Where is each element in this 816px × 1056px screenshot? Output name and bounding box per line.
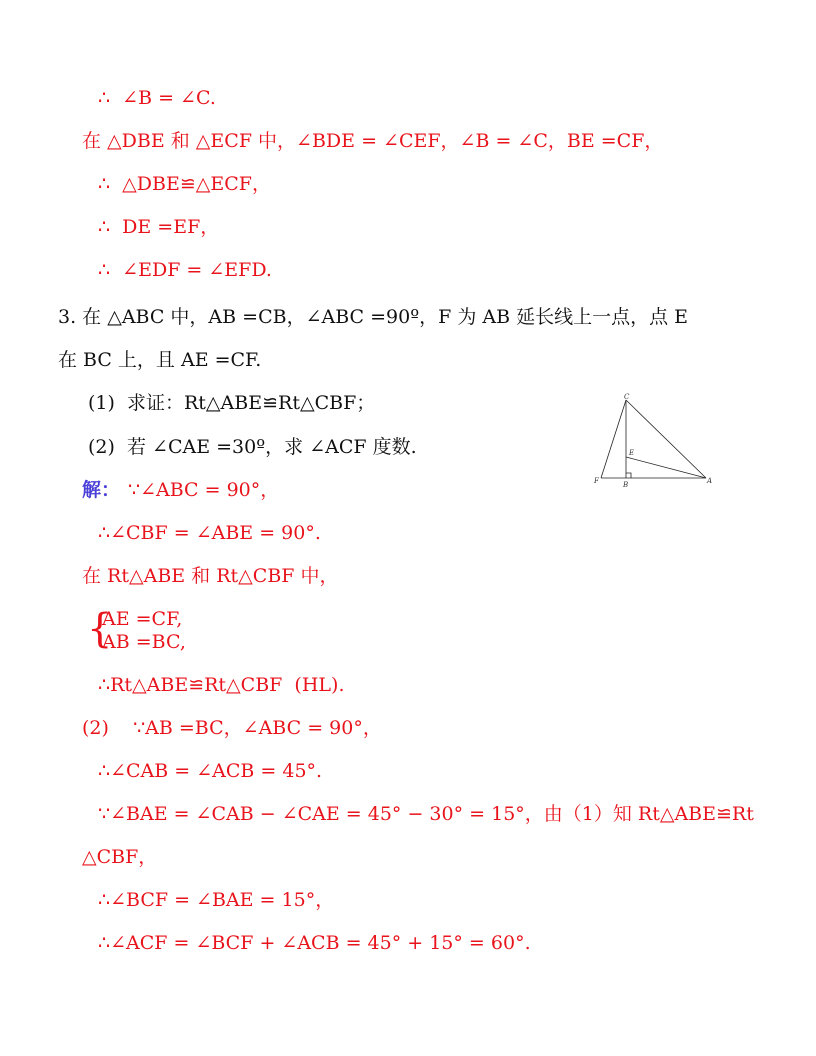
label-e: E <box>629 449 635 457</box>
problem-3-line-1: 3. 在 △ABC 中，AB =CB，∠ABC =90º，F 为 AB 延长线上一点，点 E <box>58 306 689 328</box>
triangle-figure <box>590 392 720 492</box>
line-4: ∴ DE =EF， <box>98 216 220 238</box>
part-2-solution-line-6: ∴∠ACF = ∠BCF + ∠ACB = 45° + 15° = 60°. <box>98 932 531 954</box>
system-brace: { <box>87 606 113 652</box>
part-2-solution-line-2: ∴∠CAB = ∠ACB = 45°. <box>98 760 323 782</box>
label-c: C <box>624 393 630 401</box>
line-2: 在 △DBE 和 △ECF 中，∠BDE = ∠CEF，∠B = ∠C，BE =CF， <box>82 130 664 152</box>
line-1: ∴ ∠B = ∠C. <box>98 87 216 109</box>
part-2-solution-line-4: △CBF， <box>82 846 158 868</box>
solution-line-4: ∴Rt△ABE≌Rt△CBF (HL). <box>98 674 345 696</box>
part-2-solution-line-3: ∵∠BAE = ∠CAB − ∠CAE = 45° − 30° = 15°，由（1）知 Rt△ABE≌Rt <box>98 803 754 825</box>
segment-ca <box>626 400 706 478</box>
system-line-1: AE =CF, <box>102 608 183 630</box>
solution-label: 解： <box>82 479 121 501</box>
part-2-solution-line-1: (2) ∵AB =BC，∠ABC = 90°， <box>82 717 382 739</box>
label-f: F <box>594 477 599 485</box>
line-3: ∴ △DBE≌△ECF， <box>98 173 271 195</box>
solution-line-1: ∵∠ABC = 90°， <box>128 479 280 501</box>
problem-3-part-2: (2) 若 ∠CAE =30º，求 ∠ACF 度数. <box>88 436 417 458</box>
solution-line-3: 在 Rt△ABE 和 Rt△CBF 中， <box>82 565 339 587</box>
segment-cf <box>601 400 626 478</box>
part-2-solution-line-5: ∴∠BCF = ∠BAE = 15°， <box>98 889 335 911</box>
solution-line-2: ∴∠CBF = ∠ABE = 90°. <box>98 522 321 544</box>
system-line-2: AB =BC, <box>102 631 186 653</box>
problem-3-part-1: (1) 求证：Rt△ABE≌Rt△CBF； <box>88 392 376 414</box>
right-angle-mark <box>626 473 631 478</box>
line-5: ∴ ∠EDF = ∠EFD. <box>98 259 272 281</box>
segment-ea <box>626 457 706 478</box>
triangle-diagram <box>590 392 720 492</box>
label-b: B <box>623 481 629 489</box>
label-a: A <box>707 477 713 485</box>
problem-3-line-2: 在 BC 上，且 AE =CF. <box>58 349 262 371</box>
